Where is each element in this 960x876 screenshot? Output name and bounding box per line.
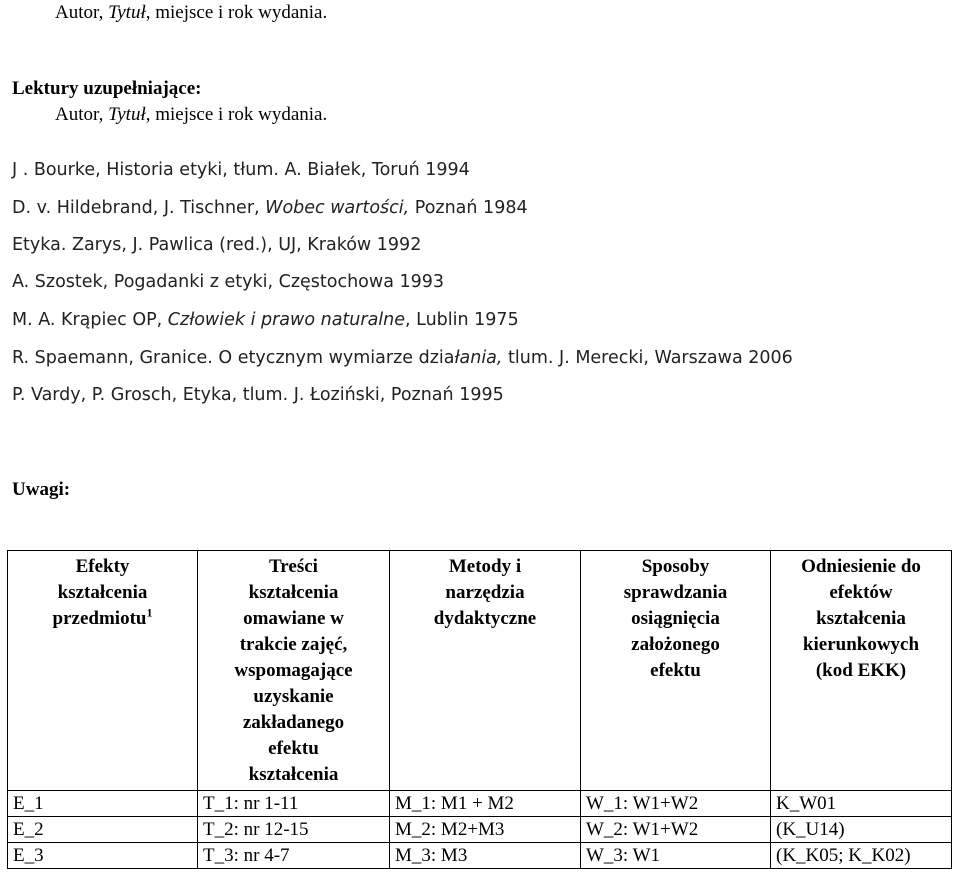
supplementary-citation-template [55,104,327,126]
table-cell: (K_U14) [771,817,952,843]
table-cell: E_2 [8,817,198,843]
table-header-row [8,551,952,791]
table-cell: M_3: M3 [390,843,581,869]
template-title: Tytuł [108,2,146,23]
bibliography-entry [12,197,528,219]
bibliography-entry: Etyka. Zarys, J. Pawlica (red.), UJ, Kraków 1992 [12,235,422,255]
template-title: Tytuł [108,104,146,125]
template-suffix: , miejsce i rok wydania. [145,2,328,23]
learning-outcomes-table [7,550,952,869]
header-label: Efekty kształcenia przedmiotu [52,556,148,629]
column-header-effects [8,551,198,791]
header-label: Metody i narzędzia dydaktyczne [433,556,537,629]
entry-text: R. Spaemann, Granice. O etycznym wymiarze dzia [12,348,455,368]
template-prefix: Autor, [55,2,109,23]
entry-text: tlum. J. Merecki, Warszawa 2006 [502,348,793,368]
column-header-ekk-reference [771,551,952,791]
column-header-contents [198,551,390,791]
bibliography-entry: J . Bourke, Historia etyki, tłum. A. Białek, Toruń 1994 [12,160,470,180]
table-cell: W_1: W1+W2 [581,791,771,817]
entry-text: M. A. Krąpiec OP, [12,310,168,330]
column-header-methods [390,551,581,791]
entry-text: Poznań 1984 [409,198,528,218]
footnote-marker: 1 [146,605,153,620]
header-label: Sposoby sprawdzania osiągnięcia założonego efektu [623,556,728,681]
bibliography-entry: A. Szostek, Pogadanki z etyki, Częstochowa 1993 [12,272,445,292]
table-cell: T_3: nr 4-7 [198,843,390,869]
table-cell: E_3 [8,843,198,869]
table-cell: W_2: W1+W2 [581,817,771,843]
header-label: Treści kształcenia omawiane w trakcie zajęć, wspomagające uzyskanie zakładanego efektu kształcenia [234,556,353,785]
bibliography-entry: P. Vardy, P. Grosch, Etyka, tlum. J. Łoziński, Poznań 1995 [12,385,504,405]
entry-title-italic: łania, [454,348,503,368]
entry-title-italic: Człowiek i prawo naturalne [167,310,406,330]
table-row [8,791,952,817]
table-cell: (K_K05; K_K02) [771,843,952,869]
table-cell: M_2: M2+M3 [390,817,581,843]
entry-text: , Lublin 1975 [405,310,519,330]
bibliography-entry [12,309,519,331]
table-cell: W_3: W1 [581,843,771,869]
table-row [8,817,952,843]
table-cell: T_1: nr 1-11 [198,791,390,817]
table-cell: M_1: M1 + M2 [390,791,581,817]
table-cell: T_2: nr 12-15 [198,817,390,843]
bibliography-entry [12,347,793,369]
supplementary-reading-heading: Lektury uzupełniające: [12,78,202,99]
table-row [8,843,952,869]
entry-text: D. v. Hildebrand, J. Tischner, [12,198,266,218]
header-label: Odniesienie do efektów kształcenia kierunkowych (kod EKK) [801,556,921,681]
template-prefix: Autor, [55,104,109,125]
table-cell: E_1 [8,791,198,817]
column-header-verification [581,551,771,791]
entry-title-italic: Wobec wartości, [265,198,410,218]
remarks-heading: Uwagi: [12,479,71,500]
table-cell: K_W01 [771,791,952,817]
citation-template-top [55,2,327,24]
template-suffix: , miejsce i rok wydania. [145,104,328,125]
